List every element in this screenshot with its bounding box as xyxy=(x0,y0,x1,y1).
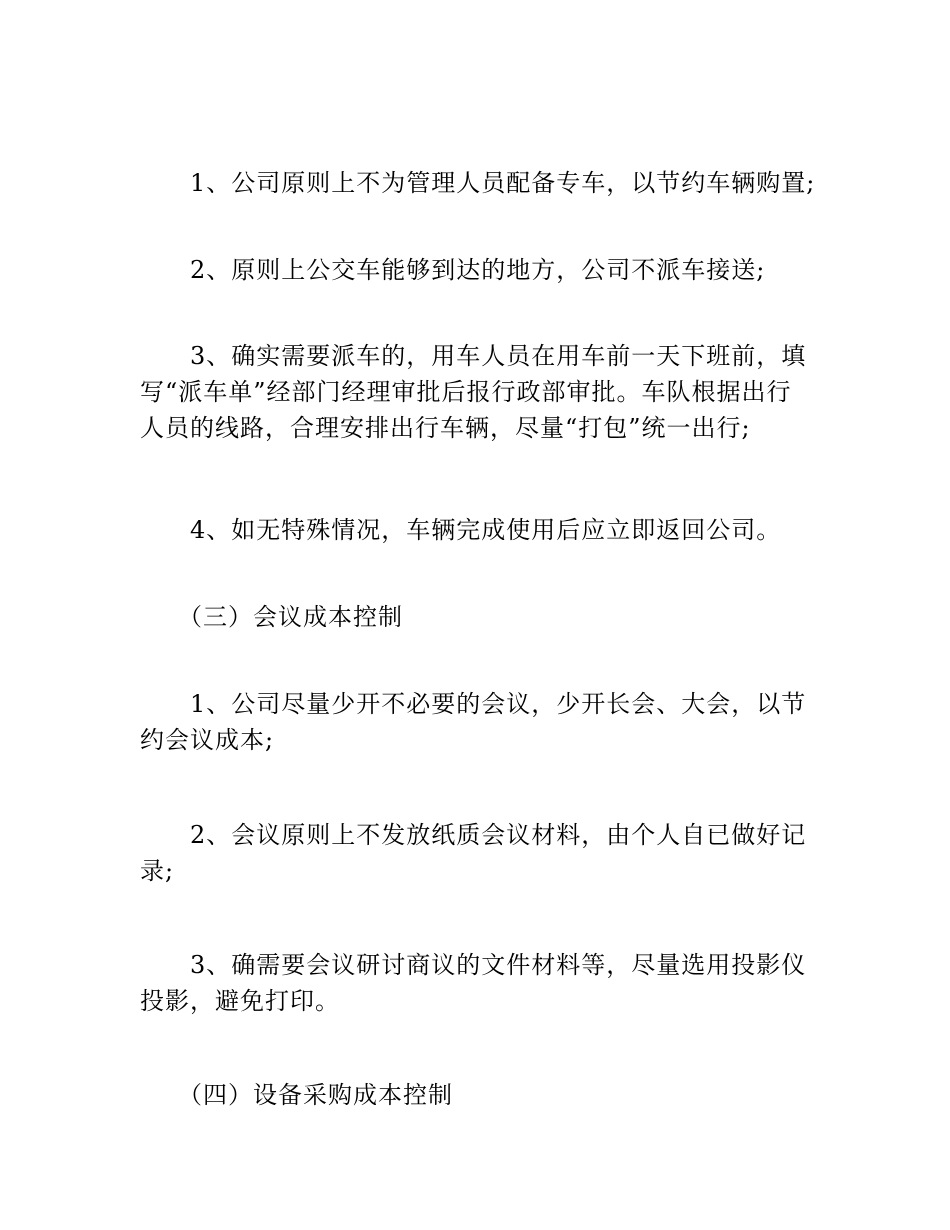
paragraph-vehicle-4 xyxy=(140,512,810,548)
paragraph-meeting-1 xyxy=(140,686,810,758)
paragraph-vehicle-3 xyxy=(140,338,810,446)
text-line: 3、确需要会议研讨商议的文件材料等，尽量选用投影仪 xyxy=(140,951,807,979)
text-line: 4、如无特殊情况，车辆完成使用后应立即返回公司。 xyxy=(140,516,782,544)
paragraph-vehicle-1 xyxy=(140,165,816,201)
text-line: （三）会议成本控制 xyxy=(140,603,403,631)
text-line: 1、公司原则上不为管理人员配备专车，以节约车辆购置; xyxy=(140,169,816,197)
text-line: 3、确实需要派车的，用车人员在用车前一天下班前，填 xyxy=(140,342,807,370)
paragraph-meeting-3 xyxy=(140,947,810,1019)
text-line: 投影，避免打印。 xyxy=(140,987,340,1015)
text-line: 写“派车单”经部门经理审批后报行政部审批。车队根据出行 xyxy=(140,378,792,406)
text-line: 1、公司尽量少开不必要的会议，少开长会、大会，以节 xyxy=(140,690,807,718)
paragraph-meeting-2 xyxy=(140,817,810,889)
text-line: 2、原则上公交车能够到达的地方，公司不派车接送; xyxy=(140,256,766,284)
text-line: 约会议成本; xyxy=(140,726,275,754)
text-line: 录; xyxy=(140,857,175,885)
text-line: （四）设备采购成本控制 xyxy=(140,1081,453,1109)
section-heading-equipment-cost xyxy=(140,1077,810,1113)
section-heading-meeting-cost xyxy=(140,599,810,635)
text-line: 2、会议原则上不发放纸质会议材料，由个人自已做好记 xyxy=(140,821,807,849)
text-line: 人员的线路，合理安排出行车辆，尽量“打包”统一出行; xyxy=(140,414,751,442)
paragraph-vehicle-2 xyxy=(140,252,810,288)
